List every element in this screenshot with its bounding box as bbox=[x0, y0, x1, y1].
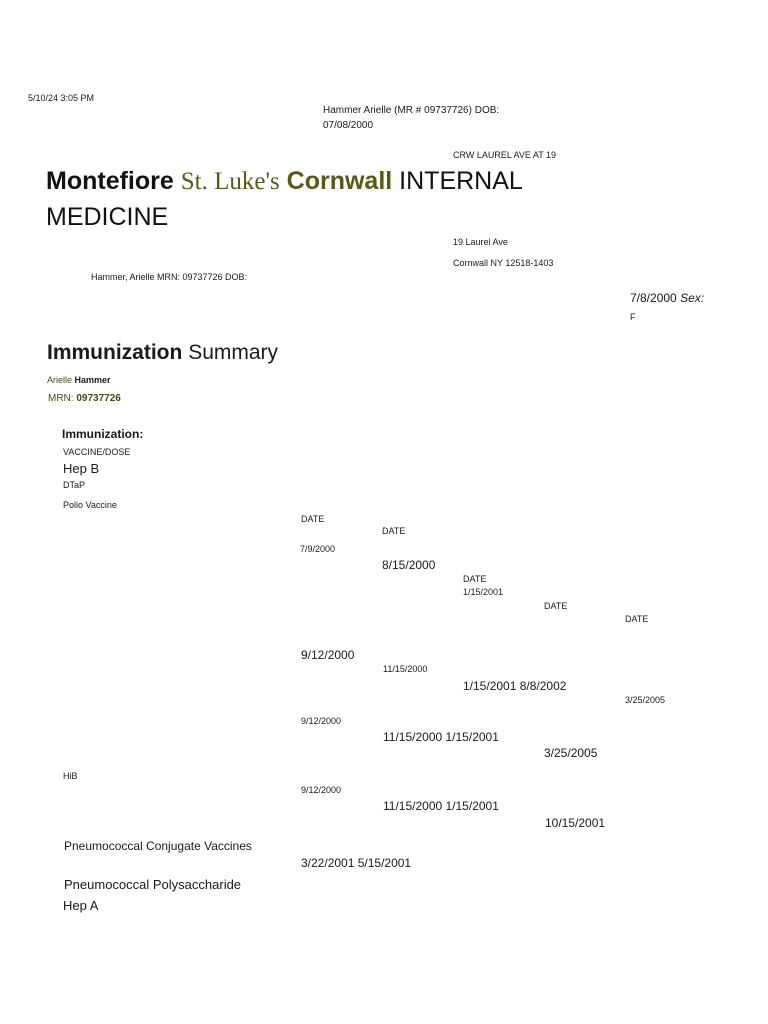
date-cell: 9/12/2000 bbox=[301, 785, 342, 795]
date-cell: 3/22/2001 5/15/2001 bbox=[301, 856, 412, 870]
address-city: Cornwall NY 12518-1403 bbox=[453, 258, 554, 268]
patient-line: Hammer, Arielle MRN: 09737726 DOB: bbox=[91, 272, 248, 282]
vaccine-ppsv: Pneumococcal Polysaccharide bbox=[64, 877, 242, 892]
patient-mrn bbox=[48, 393, 121, 405]
date-cell: 9/12/2000 bbox=[301, 716, 342, 726]
vaccine-pcv: Pneumococcal Conjugate Vaccines bbox=[64, 839, 252, 853]
date-header-3: DATE bbox=[463, 574, 487, 584]
section-heading: Immunization: bbox=[62, 427, 144, 441]
patient-dob bbox=[630, 291, 704, 305]
patient-sex: F bbox=[630, 312, 636, 322]
patient-first-name: Arielle bbox=[47, 375, 73, 385]
address-street: 19 Laurel Ave bbox=[453, 237, 508, 247]
title-bold: Immunization bbox=[47, 341, 183, 364]
vaccine-dtap: DTaP bbox=[63, 480, 86, 490]
date-header-2: DATE bbox=[382, 526, 406, 536]
location-line: CRW LAUREL AVE AT 19 bbox=[453, 150, 557, 160]
patient-last-name: Hammer bbox=[74, 375, 111, 385]
date-header-5: DATE bbox=[625, 614, 649, 624]
vaccine-hepa: Hep A bbox=[63, 898, 99, 913]
patient-header-dob: 07/08/2000 bbox=[323, 120, 374, 131]
vaccine-hepb: Hep B bbox=[63, 461, 100, 476]
mrn-value: 09737726 bbox=[76, 393, 121, 404]
print-timestamp: 5/10/24 3:05 PM bbox=[28, 93, 95, 103]
brand-montefiore: Montefiore bbox=[46, 167, 174, 195]
date-cell: 3/25/2005 bbox=[625, 695, 666, 705]
date-cell: 11/15/2000 1/15/2001 bbox=[383, 730, 499, 744]
brand-cornwall: Cornwall bbox=[286, 167, 393, 195]
date-cell: 9/12/2000 bbox=[301, 648, 355, 662]
date-cell: 7/9/2000 bbox=[300, 544, 336, 554]
date-header-4: DATE bbox=[544, 601, 568, 611]
vaccine-hib: HiB bbox=[63, 771, 78, 781]
patient-header-line: Hammer Arielle (MR # 09737726) DOB: bbox=[323, 105, 500, 116]
date-cell: 3/25/2005 bbox=[544, 746, 598, 760]
date-cell: 1/15/2001 bbox=[463, 587, 504, 597]
page-title bbox=[47, 340, 278, 365]
date-cell: 11/15/2000 bbox=[383, 664, 428, 674]
brand-st-lukes: St. Luke's bbox=[180, 168, 280, 195]
vaccine-polio: Polio Vaccine bbox=[63, 500, 117, 510]
date-cell: 8/15/2000 bbox=[382, 558, 436, 572]
brand-internal: INTERNAL bbox=[399, 167, 523, 195]
mrn-label: MRN: bbox=[48, 393, 74, 404]
date-header-1: DATE bbox=[301, 514, 325, 524]
title-rest: Summary bbox=[188, 341, 279, 364]
practice-name bbox=[46, 166, 523, 197]
practice-name-line-2: MEDICINE bbox=[46, 203, 169, 231]
vaccine-column-header: VACCINE/DOSE bbox=[63, 447, 131, 457]
date-cell: 10/15/2001 bbox=[545, 816, 606, 830]
patient-name bbox=[47, 375, 111, 386]
patient-sex-label: Sex: bbox=[680, 291, 705, 305]
date-cell: 1/15/2001 8/8/2002 bbox=[463, 679, 567, 693]
patient-dob-value: 7/8/2000 bbox=[630, 291, 677, 305]
date-cell: 11/15/2000 1/15/2001 bbox=[383, 799, 499, 813]
